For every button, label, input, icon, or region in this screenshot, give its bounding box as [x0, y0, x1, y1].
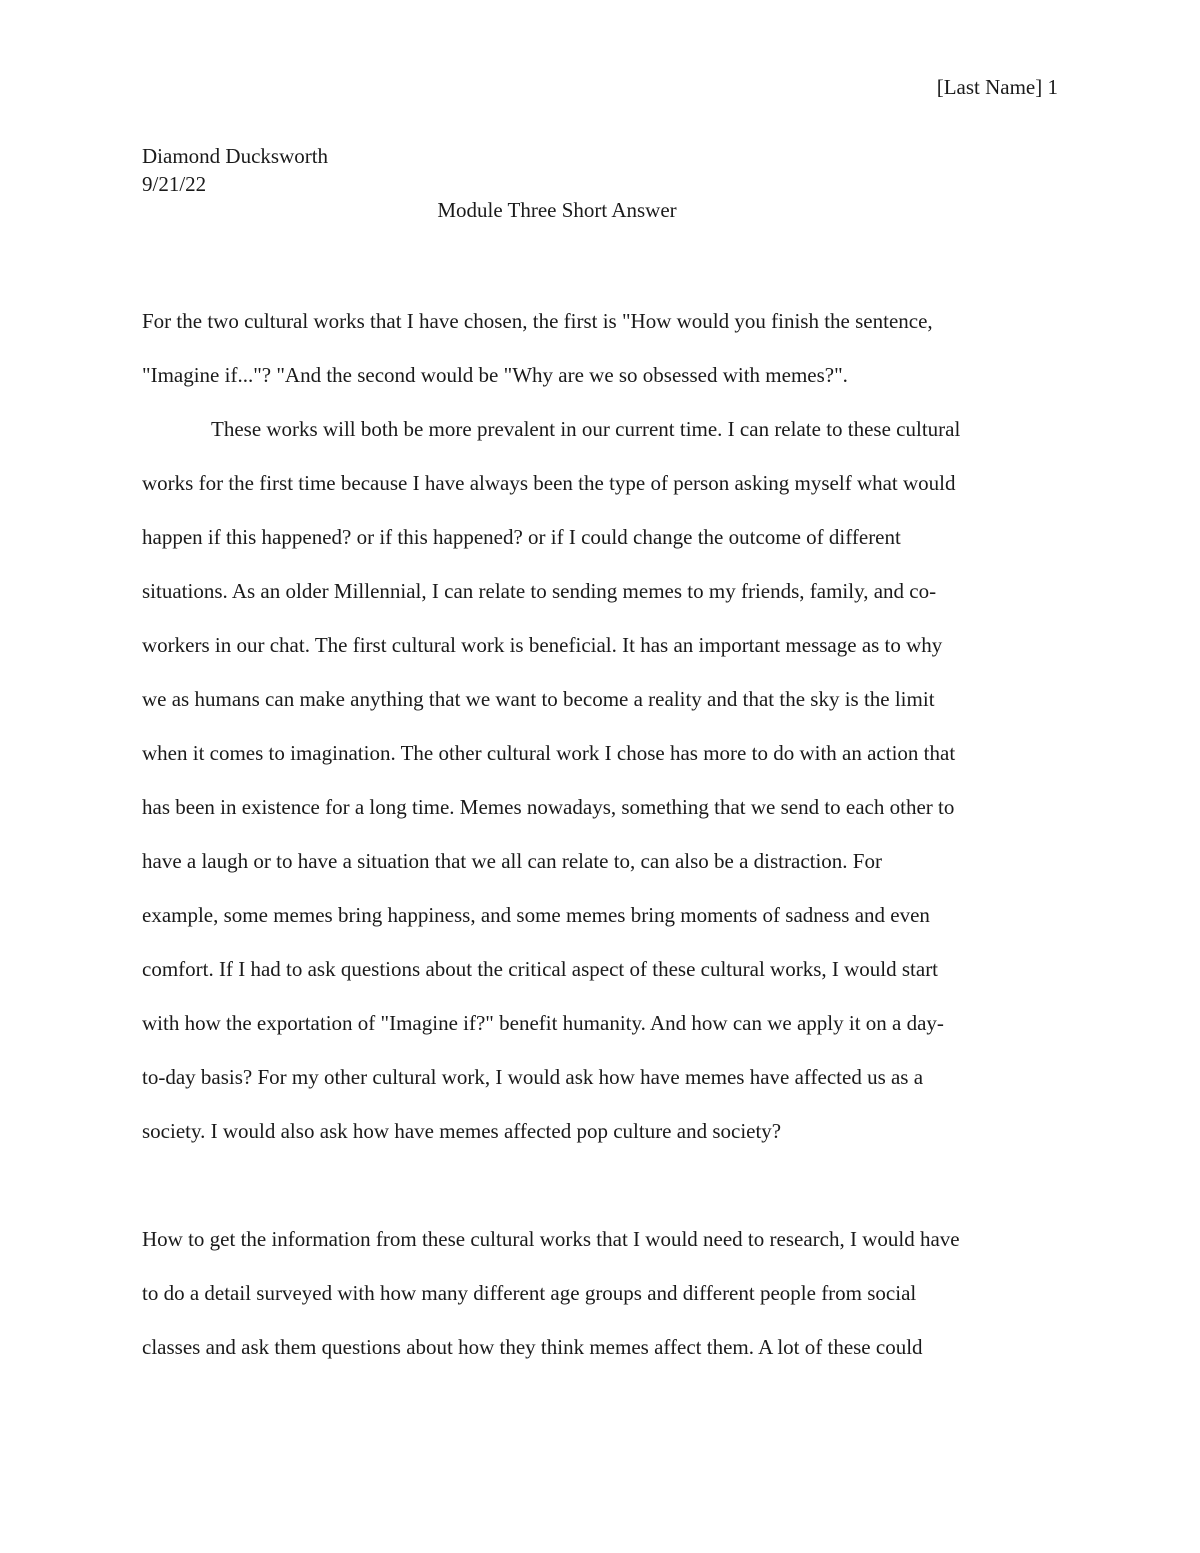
paragraph-2-line: works for the first time because I have always been the type of person asking myself what would	[142, 471, 956, 495]
paragraph-3-line: to do a detail surveyed with how many different age groups and different people from social	[142, 1281, 917, 1305]
paragraph-2-line: to-day basis? For my other cultural work, I would ask how have memes have affected us as a	[142, 1065, 924, 1089]
author-block	[142, 142, 328, 198]
page-title: Module Three Short Answer	[437, 198, 677, 222]
paragraph-2-line: society. I would also ask how have memes affected pop culture and society?	[142, 1119, 782, 1143]
paragraph-2-line: when it comes to imagination. The other cultural work I chose has more to do with an action that	[142, 741, 956, 765]
paragraph-2-line: example, some memes bring happiness, and some memes bring moments of sadness and even	[142, 903, 930, 927]
paragraph-2-line: comfort. If I had to ask questions about the critical aspect of these cultural works, I would start	[142, 957, 939, 981]
paragraph-2-line: workers in our chat. The first cultural work is beneficial. It has an important message as to why	[142, 633, 943, 657]
paragraph-2-line: These works will both be more prevalent in our current time. I can relate to these cultural	[211, 417, 961, 441]
paragraph-2-line: has been in existence for a long time. Memes nowadays, something that we send to each other to	[142, 795, 955, 819]
paragraph-2-line: with how the exportation of "Imagine if?" benefit humanity. And how can we apply it on a day-	[142, 1011, 944, 1035]
paragraph-2-line: we as humans can make anything that we want to become a reality and that the sky is the limit	[142, 687, 935, 711]
running-head: [Last Name] 1	[936, 75, 1058, 99]
author-date: 9/21/22	[142, 172, 207, 196]
paragraph-3-line: How to get the information from these cultural works that I would need to research, I would have	[142, 1227, 960, 1251]
paragraph-2-line: have a laugh or to have a situation that we all can relate to, can also be a distraction. For	[142, 849, 882, 873]
paragraph-3-line: classes and ask them questions about how they think memes affect them. A lot of these could	[142, 1335, 923, 1359]
author-name: Diamond Ducksworth	[142, 144, 329, 168]
paragraph-1-line: "Imagine if..."? "And the second would be "Why are we so obsessed with memes?".	[142, 363, 848, 387]
paragraph-2-line: happen if this happened? or if this happened? or if I could change the outcome of different	[142, 525, 901, 549]
paragraph-1-line: For the two cultural works that I have chosen, the first is "How would you finish the sentence,	[142, 309, 933, 333]
paragraph-2-line: situations. As an older Millennial, I can relate to sending memes to my friends, family, and co-	[142, 579, 937, 603]
